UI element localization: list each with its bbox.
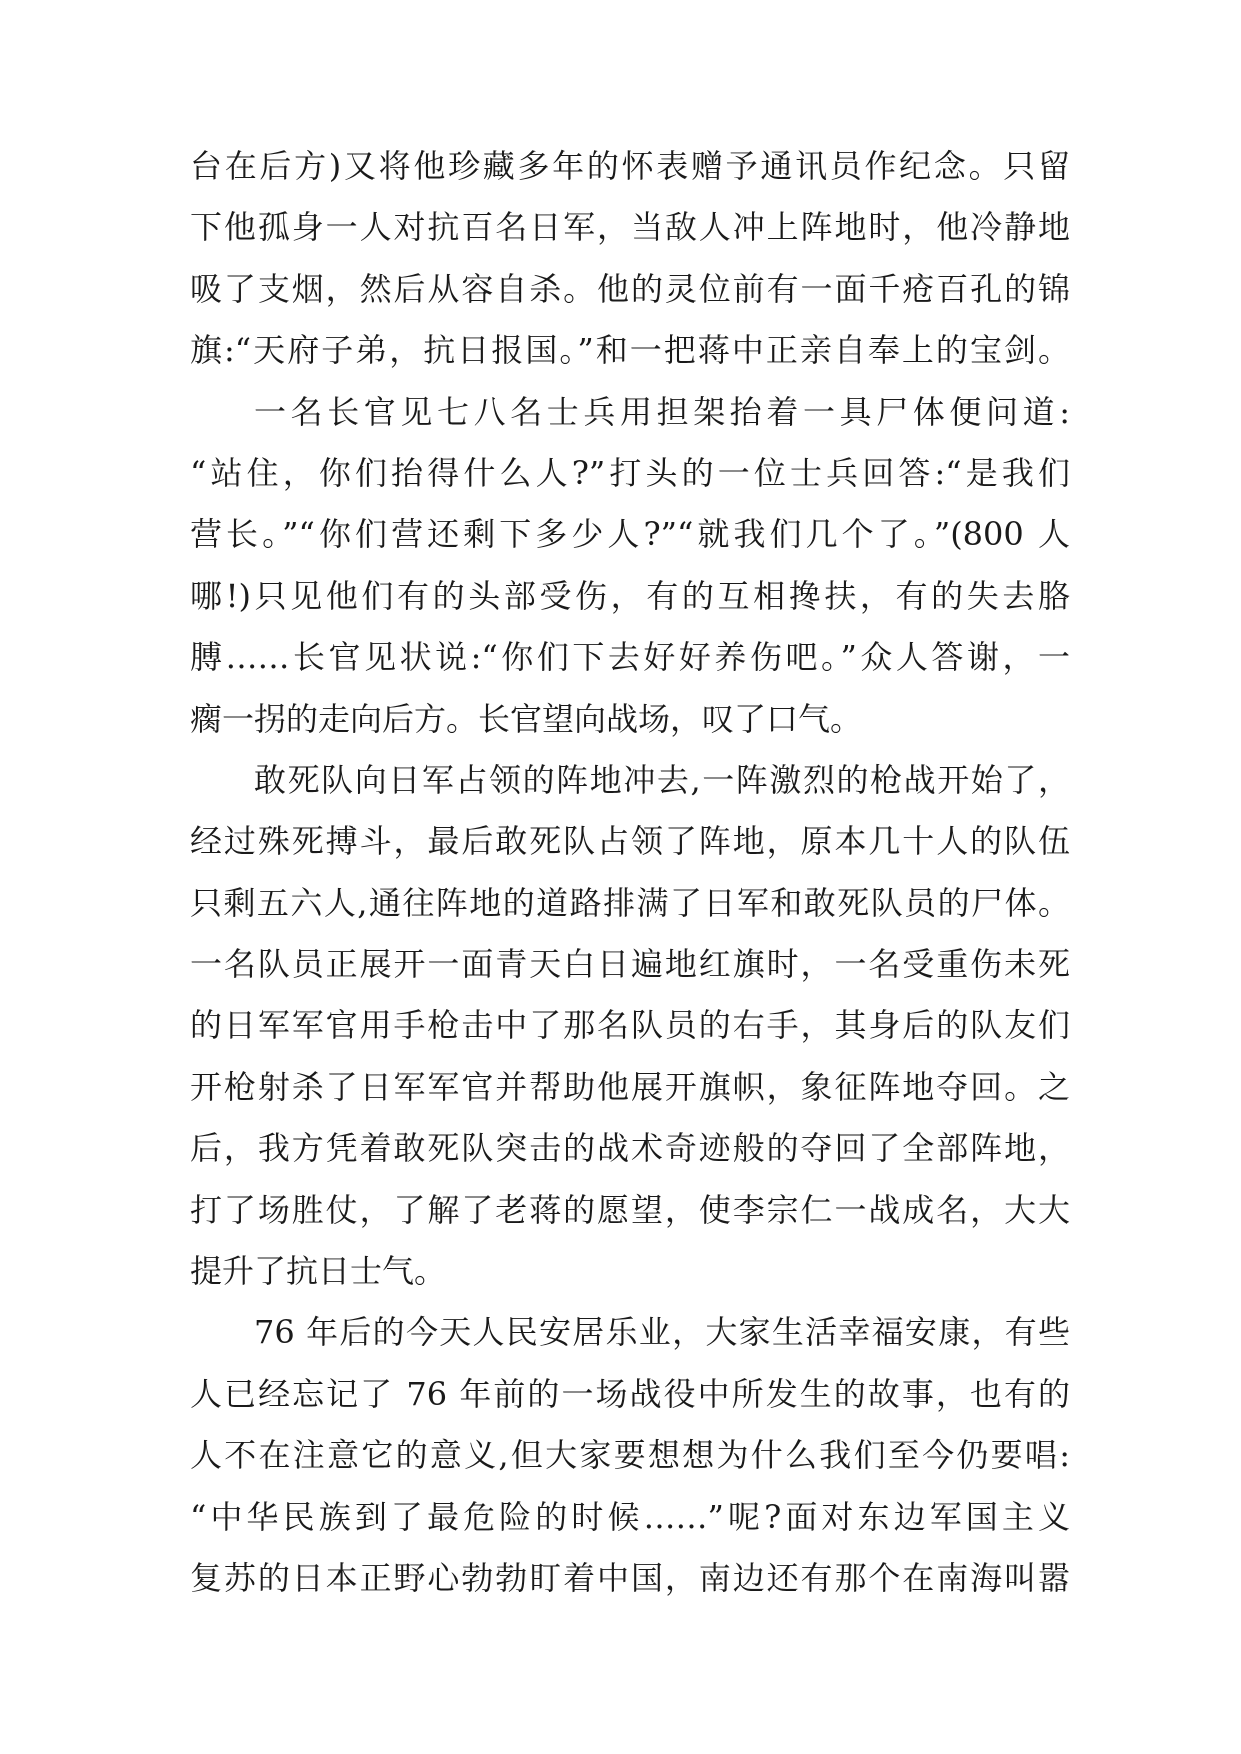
text-line: 营长。”“你们营还剩下多少人?”“就我们几个了。”(800 人 — [190, 515, 1070, 554]
text-line: 76 年后的今天人民安居乐业，大家生活幸福安康，有些 — [254, 1313, 1070, 1352]
text-line: 的日军军官用手枪击中了那名队员的右手，其身后的队友们 — [190, 1006, 1070, 1045]
text-line: 人不在注意它的意义,但大家要想想为什么我们至今仍要唱: — [190, 1436, 1070, 1475]
text-line: 敢死队向日军占领的阵地冲去,一阵激烈的枪战开始了， — [254, 760, 1070, 799]
text-line: 一名长官见七八名士兵用担架抬着一具尸体便问道: — [254, 392, 1070, 431]
text-line: 吸了支烟，然后从容自杀。他的灵位前有一面千疮百孔的锦 — [190, 269, 1070, 308]
text-line: 打了场胜仗，了解了老蒋的愿望，使李宗仁一战成名，大大 — [190, 1190, 1070, 1229]
text-line: 膊……长官见状说:“你们下去好好养伤吧。”众人答谢，一 — [190, 638, 1070, 677]
text-line: 后，我方凭着敢死队突击的战术奇迹般的夺回了全部阵地， — [190, 1129, 1070, 1168]
text-line: 提升了抗日士气。 — [190, 1252, 447, 1291]
text-line: 只剩五六人,通往阵地的道路排满了日军和敢死队员的尸体。 — [190, 883, 1070, 922]
text-line: 旗:“天府子弟，抗日报国。”和一把蒋中正亲自奉上的宝剑。 — [190, 331, 1070, 370]
body-text — [190, 136, 1070, 1609]
text-line: “中华民族到了最危险的时候……”呢?面对东边军国主义 — [190, 1497, 1070, 1536]
text-line: 复苏的日本正野心勃勃盯着中国，南边还有那个在南海叫嚣 — [190, 1558, 1070, 1597]
text-line: 瘸一拐的走向后方。长官望向战场，叹了口气。 — [190, 699, 863, 738]
text-line: 下他孤身一人对抗百名日军，当敌人冲上阵地时，他冷静地 — [190, 208, 1070, 247]
text-line: 经过殊死搏斗，最后敢死队占领了阵地，原本几十人的队伍 — [190, 822, 1070, 861]
text-line: 开枪射杀了日军军官并帮助他展开旗帜，象征阵地夺回。之 — [190, 1067, 1070, 1106]
text-line: 台在后方)又将他珍藏多年的怀表赠予通讯员作纪念。只留 — [190, 147, 1070, 185]
text-line: 人已经忘记了 76 年前的一场战役中所发生的故事，也有的 — [190, 1374, 1070, 1413]
text-line: “站住，你们抬得什么人?”打头的一位士兵回答:“是我们 — [190, 453, 1070, 492]
text-line: 一名队员正展开一面青天白日遍地红旗时，一名受重伤未死 — [190, 945, 1070, 984]
text-line: 哪!)只见他们有的头部受伤，有的互相搀扶，有的失去胳 — [190, 576, 1070, 615]
